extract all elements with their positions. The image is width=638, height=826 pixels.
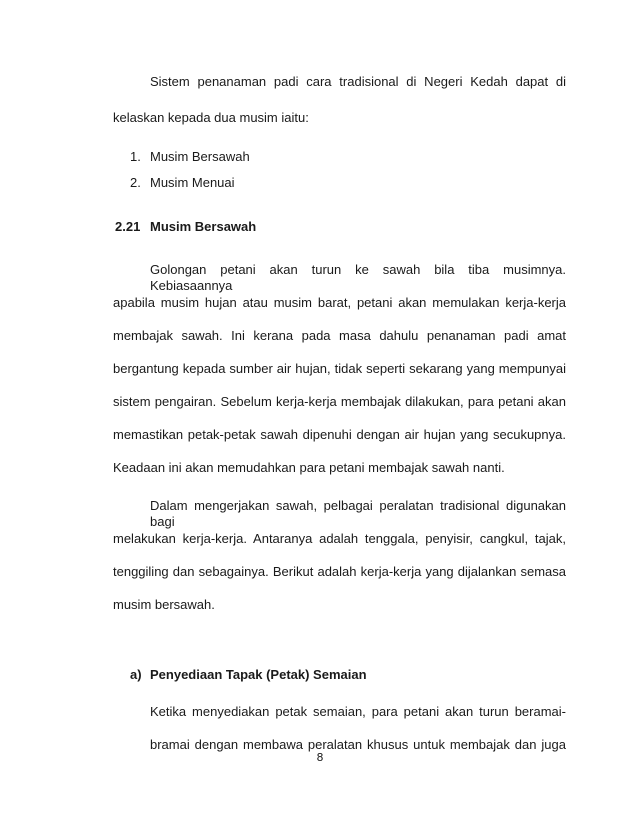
page-number: 8 bbox=[316, 751, 324, 764]
subsection-marker: a) bbox=[130, 667, 142, 682]
section-number: 2.21 bbox=[115, 219, 141, 234]
list-item-musim-bersawah: Musim Bersawah bbox=[150, 149, 250, 164]
para1-line: memastikan petak-petak sawah dipenuhi dengan air hujan yang secukupnya. bbox=[113, 427, 566, 442]
list-item-musim-menuai: Musim Menuai bbox=[150, 175, 235, 190]
para1-line: sistem pengairan. Sebelum kerja-kerja membajak dilakukan, para petani akan bbox=[113, 394, 566, 409]
para3-line: Ketika menyediakan petak semaian, para petani akan turun beramai- bbox=[150, 704, 566, 719]
para2-line: melakukan kerja-kerja. Antaranya adalah tenggala, penyisir, cangkul, tajak, bbox=[113, 531, 566, 546]
section-title: Musim Bersawah bbox=[150, 219, 257, 234]
para2-line: tenggiling dan sebagainya. Berikut adalah kerja-kerja yang dijalankan semasa bbox=[113, 564, 566, 579]
para1-line: Keadaan ini akan memudahkan para petani membajak sawah nanti. bbox=[113, 460, 505, 475]
intro-line-1: Sistem penanaman padi cara tradisional di Negeri Kedah dapat di bbox=[150, 74, 566, 89]
intro-line-2: kelaskan kepada dua musim iaitu: bbox=[113, 110, 309, 125]
para2-line: Dalam mengerjakan sawah, pelbagai peralatan tradisional digunakan bagi bbox=[150, 498, 566, 529]
list-number: 1. bbox=[130, 149, 141, 164]
subsection-title: Penyediaan Tapak (Petak) Semaian bbox=[150, 667, 367, 682]
para1-line: Golongan petani akan turun ke sawah bila tiba musimnya. Kebiasaannya bbox=[150, 262, 566, 293]
list-number: 2. bbox=[130, 175, 141, 190]
para2-line: musim bersawah. bbox=[113, 597, 215, 612]
para3-line: bramai dengan membawa peralatan khusus untuk membajak dan juga bbox=[150, 737, 566, 752]
para1-line: bergantung kepada sumber air hujan, tidak seperti sekarang yang mempunyai bbox=[113, 361, 566, 376]
para1-line: membajak sawah. Ini kerana pada masa dahulu penanaman padi amat bbox=[113, 328, 566, 343]
para1-line: apabila musim hujan atau musim barat, petani akan memulakan kerja-kerja bbox=[113, 295, 566, 310]
